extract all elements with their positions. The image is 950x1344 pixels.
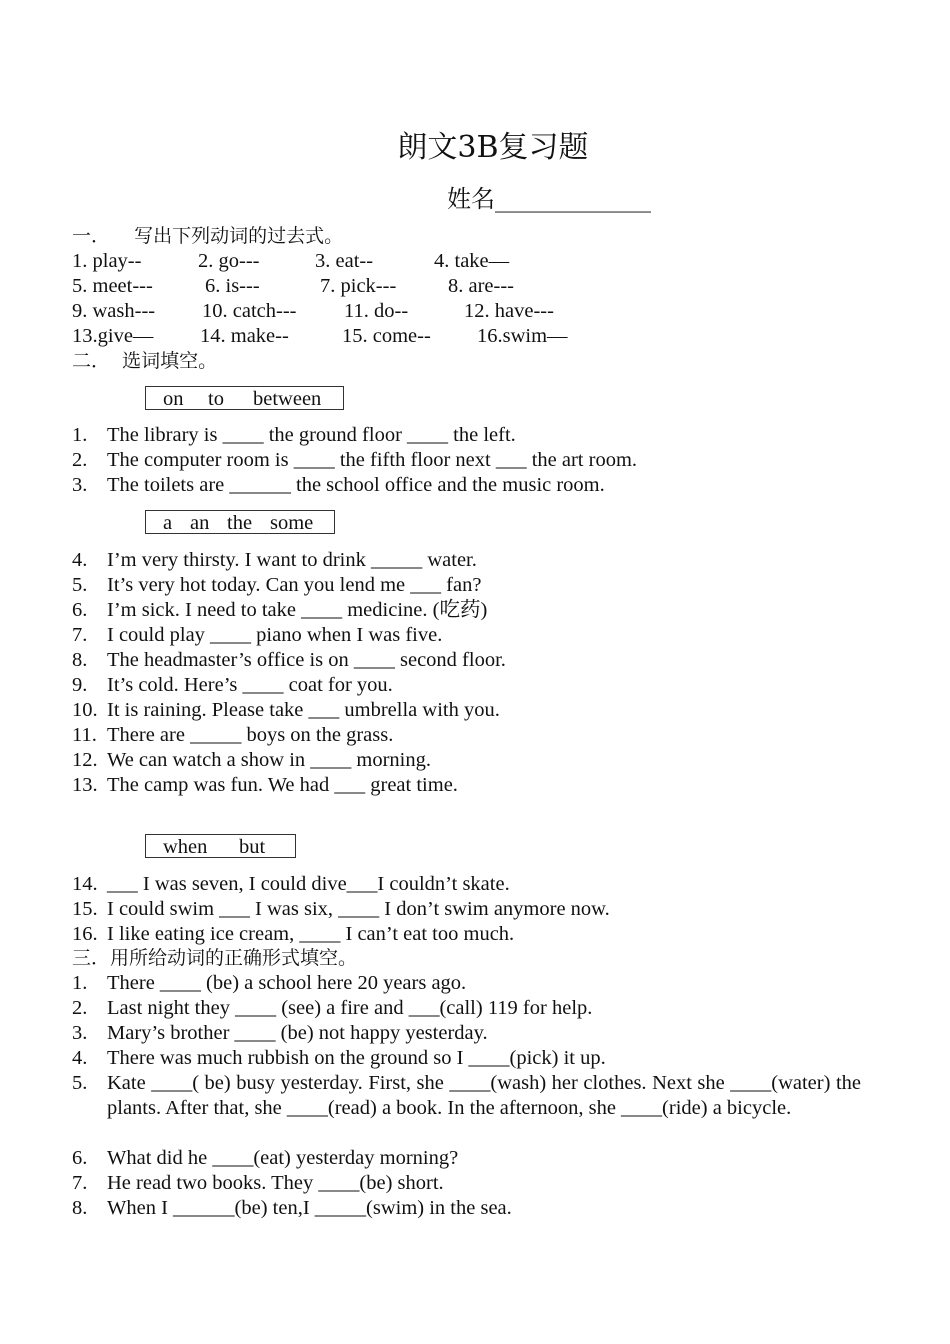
verb-item: 12. have---	[464, 300, 554, 322]
verb-item: 11. do--	[344, 300, 409, 322]
verb-item: 2. go---	[198, 250, 260, 272]
verb-item: 7. pick---	[320, 275, 397, 297]
verb-item: 14. make--	[200, 325, 289, 347]
verb-item: 1. play--	[72, 250, 142, 272]
verb-item: 4. take—	[434, 250, 510, 272]
word-box-conjunctions	[145, 834, 296, 858]
word-option: a	[163, 512, 173, 534]
verb-item: 3. eat--	[315, 250, 374, 272]
verb-item: 6. is---	[205, 275, 260, 297]
verb-item: 8. are---	[448, 275, 515, 297]
page-title: 朗文3B复习题	[397, 130, 589, 165]
verb-item: 13.give—	[72, 325, 154, 347]
word-box-articles	[145, 510, 335, 534]
word-option: some	[270, 512, 314, 534]
word-option: between	[253, 388, 322, 410]
word-option: the	[227, 512, 253, 534]
verb-item: 10. catch---	[202, 300, 297, 322]
word-option: when	[163, 836, 208, 858]
verb-item: 9. wash---	[72, 300, 156, 322]
name-field: 姓名_____________	[447, 185, 651, 213]
section2-heading: 二． 选词填空。	[72, 350, 218, 372]
verb-item: 5. meet---	[72, 275, 153, 297]
word-option: to	[208, 388, 224, 410]
word-box-prepositions	[145, 386, 344, 410]
word-option: but	[239, 836, 266, 858]
section3-heading: 三．用所给动词的正确形式填空。	[72, 947, 358, 969]
verb-item: 16.swim—	[477, 325, 568, 347]
section1-heading: 一． 写出下列动词的过去式。	[72, 225, 344, 247]
word-option: on	[163, 388, 184, 410]
verb-item: 15. come--	[342, 325, 431, 347]
word-option: an	[190, 512, 210, 534]
worksheet-page: 朗文3B复习题 姓名_____________ 一． 写出下列动词的过去式。 1. play-- 2. go--- 3. eat-- 4. take— 5. meet--- 6. is--- 7. pick--- 8. are--- 9. wash--- 10. catch--- 11. do-- 12. have--- 13.give— 14. make-- 15. come-- 16.swim— 二． 选词填空。 on to between 1. The library is ____ the ground floor ____ the left. 2. The computer room is ____ the fifth floor next ___ the art room. 3. The toilets are ______ the school office and the music room. a an the some 4. I’m very thirsty. I want to drink _____ water. 5. It’s very hot today. Can you lend me ___ fan? 6. I’m sick. I need to take ____ medicine. (吃药) 7. I could play ____ piano when I was five. 8. The headmaster’s office is on ____ second floor. 9. It’s cold. Here’s ____ coat for you. 10. It is raining. Please take ___ umbrella with you. 11. There are _____ boys on the grass. 12. We can watch a show in ____ morning. 13. The camp was fun. We had ___ great time. when but 14. ___ I was seven, I could dive___I couldn’t skate. 15. I could swim ___ I was six, ____ I don’t swim anymore now. 16. I like eating ice cream, ____ I can’t eat too much. 三．用所给动词的正确形式填空。 1. There ____ (be) a school here 20 years ago. 2. Last night they ____ (see) a fire and ___(call) 119 for help. 3. Mary’s brother ____ (be) not happy yesterday. 4. There was much rubbish on the ground so I ____(pick) it up. 5. Kate ____( be) busy yesterday. First, she ____(wash) her clothes. Next she ____(water) the plants. After that, she ____(read) a book. In the afternoon, she ____(ride) a bicycle. 6. What did he ____(eat) yesterday morning? 7. He read two books. They ____(be) short. 8. When I ______(be) ten,I _____(swim) in the sea.	[0, 0, 950, 1344]
